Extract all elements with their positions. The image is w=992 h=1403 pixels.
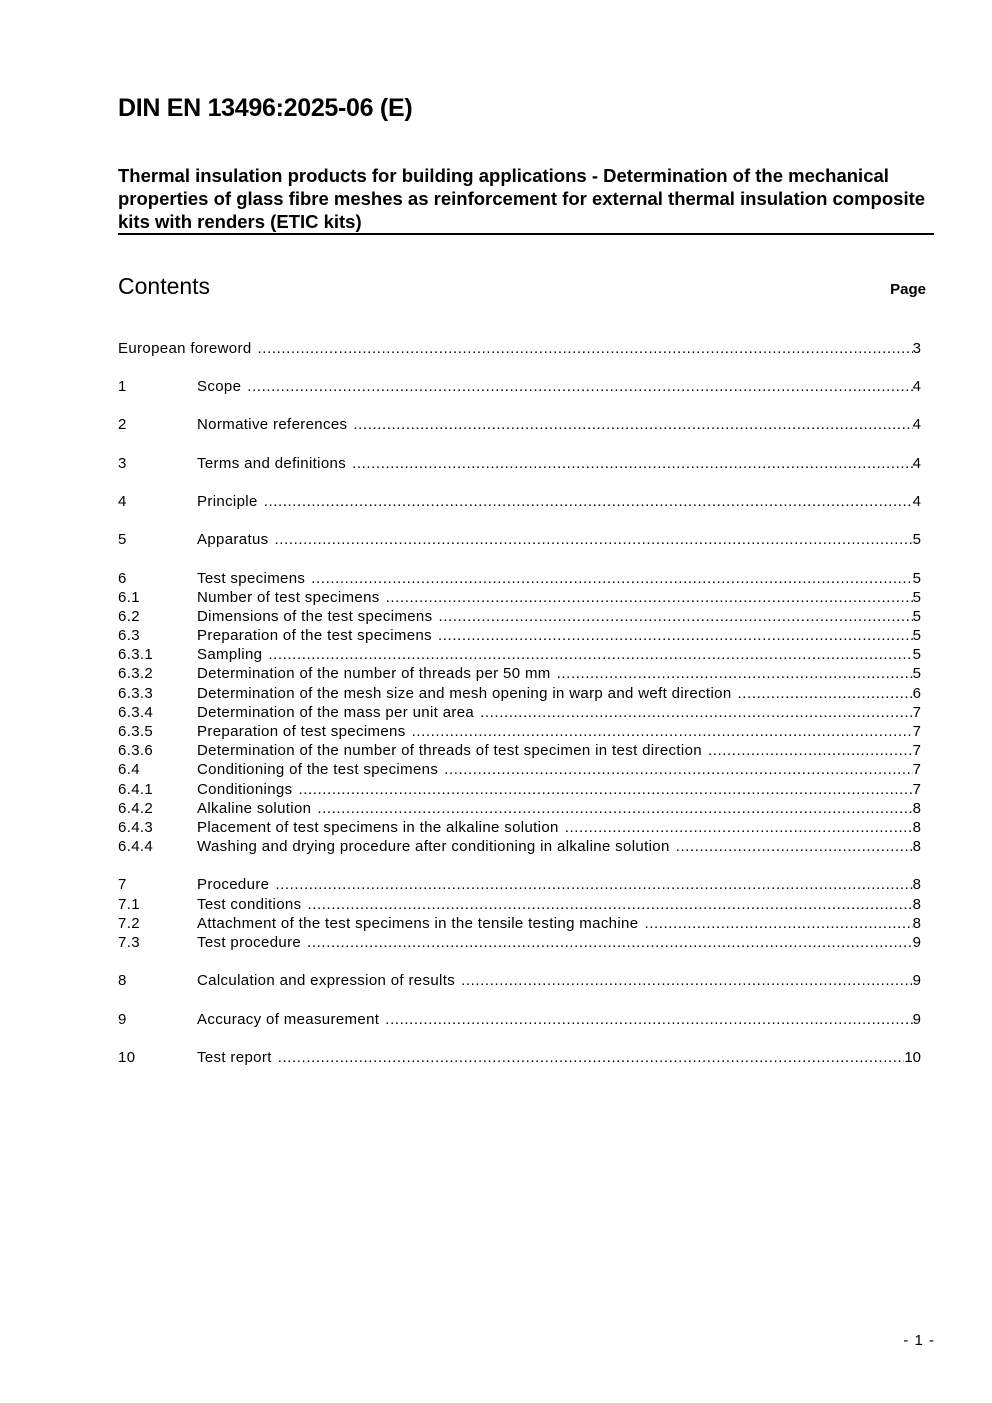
toc-entry-title: Determination of the mesh size and mesh opening in warp and weft direction [197, 685, 732, 702]
toc-entry-title: Accuracy of measurement [197, 1011, 380, 1028]
toc-dot-leader [264, 492, 913, 511]
toc-dot-leader [644, 914, 912, 933]
toc-entry-page: 4 [912, 378, 921, 395]
toc-entry-number: 6.3.4 [118, 704, 154, 721]
toc-entry-page: 9 [912, 972, 921, 989]
toc-entry-number: 6.1 [118, 589, 140, 606]
toc-entry-number: 4 [118, 493, 127, 510]
toc-entry-page: 7 [912, 781, 921, 798]
toc-entry-number: 7.1 [118, 896, 140, 913]
toc-entry[interactable] [118, 722, 921, 741]
toc-entry-number: 6.3.5 [118, 723, 154, 740]
toc-dot-leader [438, 607, 912, 626]
toc-entry-title: Alkaline solution [197, 800, 312, 817]
toc-entry-number: 6.4.4 [118, 838, 154, 855]
toc-entry-title: Attachment of the test specimens in the tensile testing machine [197, 915, 639, 932]
toc-dot-leader [738, 684, 913, 703]
toc-entry-page: 7 [912, 761, 921, 778]
toc-entry[interactable] [118, 799, 921, 818]
toc-entry-number: 6.3.3 [118, 685, 154, 702]
contents-heading: Contents [118, 273, 211, 299]
toc-entry-title: Apparatus [197, 531, 269, 548]
toc-entry[interactable] [118, 569, 921, 588]
toc-entry-number: 1 [118, 378, 127, 395]
toc-dot-leader [386, 588, 913, 607]
toc-entry-title: Test report [197, 1049, 272, 1066]
toc-entry-title: Conditionings [197, 781, 293, 798]
toc-entry[interactable] [118, 339, 921, 358]
toc-entry-title: Test procedure [197, 934, 302, 951]
title-underline-rule [118, 233, 934, 235]
toc-entry-page: 8 [912, 838, 921, 855]
toc-dot-leader [444, 760, 912, 779]
toc-entry-page: 9 [912, 934, 921, 951]
toc-entry-number: 6.4.3 [118, 819, 154, 836]
toc-entry[interactable] [118, 703, 921, 722]
toc-entry-page: 8 [912, 915, 921, 932]
toc-entry-title: Test specimens [197, 570, 306, 587]
toc-dot-leader [412, 722, 913, 741]
toc-entry-title: Terms and definitions [197, 455, 347, 472]
toc-entry[interactable] [118, 684, 921, 703]
toc-dot-leader [278, 1048, 905, 1067]
toc-dot-leader [557, 664, 913, 683]
toc-entry-page: 5 [912, 589, 921, 606]
toc-entry-title: Normative references [197, 416, 348, 433]
toc-entry-number: 2 [118, 416, 127, 433]
toc-entry[interactable] [118, 760, 921, 779]
toc-entry[interactable] [118, 492, 921, 511]
toc-entry-number: 10 [118, 1049, 136, 1066]
toc-entry-number: 8 [118, 972, 127, 989]
toc-dot-leader [461, 971, 913, 990]
toc-dot-leader [385, 1010, 912, 1029]
page-column-label: Page [890, 281, 926, 298]
toc-entry-page: 9 [912, 1011, 921, 1028]
toc-entry-number: 9 [118, 1011, 127, 1028]
toc-entry-page: 5 [912, 570, 921, 587]
toc-entry-page: 4 [912, 416, 921, 433]
toc-entry-page: 8 [912, 800, 921, 817]
toc-dot-leader [268, 645, 912, 664]
toc-entry[interactable] [118, 626, 921, 645]
toc-entry-number: 6.3.1 [118, 646, 154, 663]
toc-entry[interactable] [118, 1010, 921, 1029]
toc-entry-title: Conditioning of the test specimens [197, 761, 439, 778]
toc-dot-leader [708, 741, 913, 760]
toc-entry-title: Determination of the mass per unit area [197, 704, 475, 721]
toc-entry[interactable] [118, 818, 921, 837]
toc-entry-title: Scope [197, 378, 242, 395]
toc-entry-number: 7.2 [118, 915, 140, 932]
toc-entry-title: Determination of the number of threads per 50 mm [197, 665, 551, 682]
toc-entry[interactable] [118, 933, 921, 952]
toc-entry-title: Sampling [197, 646, 263, 663]
toc-entry-title: Calculation and expression of results [197, 972, 456, 989]
toc-entry-page: 4 [912, 455, 921, 472]
toc-entry-page: 10 [904, 1049, 921, 1066]
toc-entry-number: 6.4.2 [118, 800, 154, 817]
toc-dot-leader [353, 415, 912, 434]
toc-dot-leader [352, 454, 913, 473]
toc-entry-page: 5 [912, 627, 921, 644]
toc-entry-page: 5 [912, 646, 921, 663]
toc-entry-number: 6.3.2 [118, 665, 154, 682]
toc-entry-page: 8 [912, 876, 921, 893]
toc-entry[interactable] [118, 837, 921, 856]
toc-entry-title: Test conditions [197, 896, 302, 913]
toc-dot-leader [438, 626, 913, 645]
toc-dot-leader [258, 339, 913, 358]
toc-entry-number: 6.4 [118, 761, 140, 778]
page-number: - 1 - [903, 1332, 935, 1349]
toc-entry-number: 6.3 [118, 627, 140, 644]
toc-entry-number: 7 [118, 876, 127, 893]
toc-entry-number: 7.3 [118, 934, 140, 951]
toc-dot-leader [275, 530, 913, 549]
toc-entry-title: Principle [197, 493, 258, 510]
toc-entry[interactable] [118, 741, 921, 760]
toc-entry-page: 8 [912, 896, 921, 913]
toc-dot-leader [307, 895, 912, 914]
toc-dot-leader [676, 837, 913, 856]
toc-entry[interactable] [118, 377, 921, 396]
toc-dot-leader [275, 875, 912, 894]
toc-entry[interactable] [118, 454, 921, 473]
toc-dot-leader [311, 569, 912, 588]
toc-entry[interactable] [118, 780, 921, 799]
toc-entry-number: 6 [118, 570, 127, 587]
toc-entry[interactable] [118, 588, 921, 607]
toc-entry-title: Procedure [197, 876, 270, 893]
toc-entry[interactable] [118, 607, 921, 626]
toc-entry-title: European foreword [118, 340, 252, 357]
toc-entry-page: 7 [912, 704, 921, 721]
toc-entry-page: 6 [912, 685, 921, 702]
document-id: DIN EN 13496:2025-06 (E) [118, 94, 413, 122]
toc-entry-number: 6.2 [118, 608, 140, 625]
toc-entry-number: 5 [118, 531, 127, 548]
toc-entry-number: 6.4.1 [118, 781, 154, 798]
toc-entry-page: 7 [912, 723, 921, 740]
toc-entry-page: 5 [912, 665, 921, 682]
toc-entry-title: Preparation of the test specimens [197, 627, 433, 644]
toc-entry[interactable] [118, 530, 921, 549]
toc-entry-title: Number of test specimens [197, 589, 380, 606]
toc-entry-title: Dimensions of the test specimens [197, 608, 433, 625]
toc-entry-page: 3 [912, 340, 921, 357]
toc-entry[interactable] [118, 664, 921, 683]
toc-dot-leader [480, 703, 913, 722]
toc-entry[interactable] [118, 415, 921, 434]
toc-entry[interactable] [118, 1048, 921, 1067]
toc-dot-leader [565, 818, 913, 837]
toc-entry-page: 5 [912, 608, 921, 625]
toc-entry-number: 3 [118, 455, 127, 472]
toc-dot-leader [317, 799, 912, 818]
toc-entry-number: 6.3.6 [118, 742, 154, 759]
toc-entry[interactable] [118, 971, 921, 990]
toc-entry-page: 7 [912, 742, 921, 759]
toc-entry-title: Placement of test specimens in the alkaline solution [197, 819, 559, 836]
toc-dot-leader [247, 377, 912, 396]
toc-entry-page: 8 [912, 819, 921, 836]
toc-entry[interactable] [118, 914, 921, 933]
toc-entry-title: Determination of the number of threads of test specimen in test direction [197, 742, 702, 759]
toc-entry[interactable] [118, 645, 921, 664]
document-title: Thermal insulation products for building applications - Determination of the mechanical properties of glass fibre meshes as reinforcement for external thermal insulation composite kits with renders (ETIC kits) [118, 165, 926, 232]
toc-entry-page: 4 [912, 493, 921, 510]
toc-dot-leader [307, 933, 913, 952]
toc-entry-page: 5 [912, 531, 921, 548]
toc-entry-title: Washing and drying procedure after conditioning in alkaline solution [197, 838, 670, 855]
toc-dot-leader [298, 780, 912, 799]
toc-entry[interactable] [118, 895, 921, 914]
toc-entry[interactable] [118, 875, 921, 894]
toc-entry-title: Preparation of test specimens [197, 723, 406, 740]
